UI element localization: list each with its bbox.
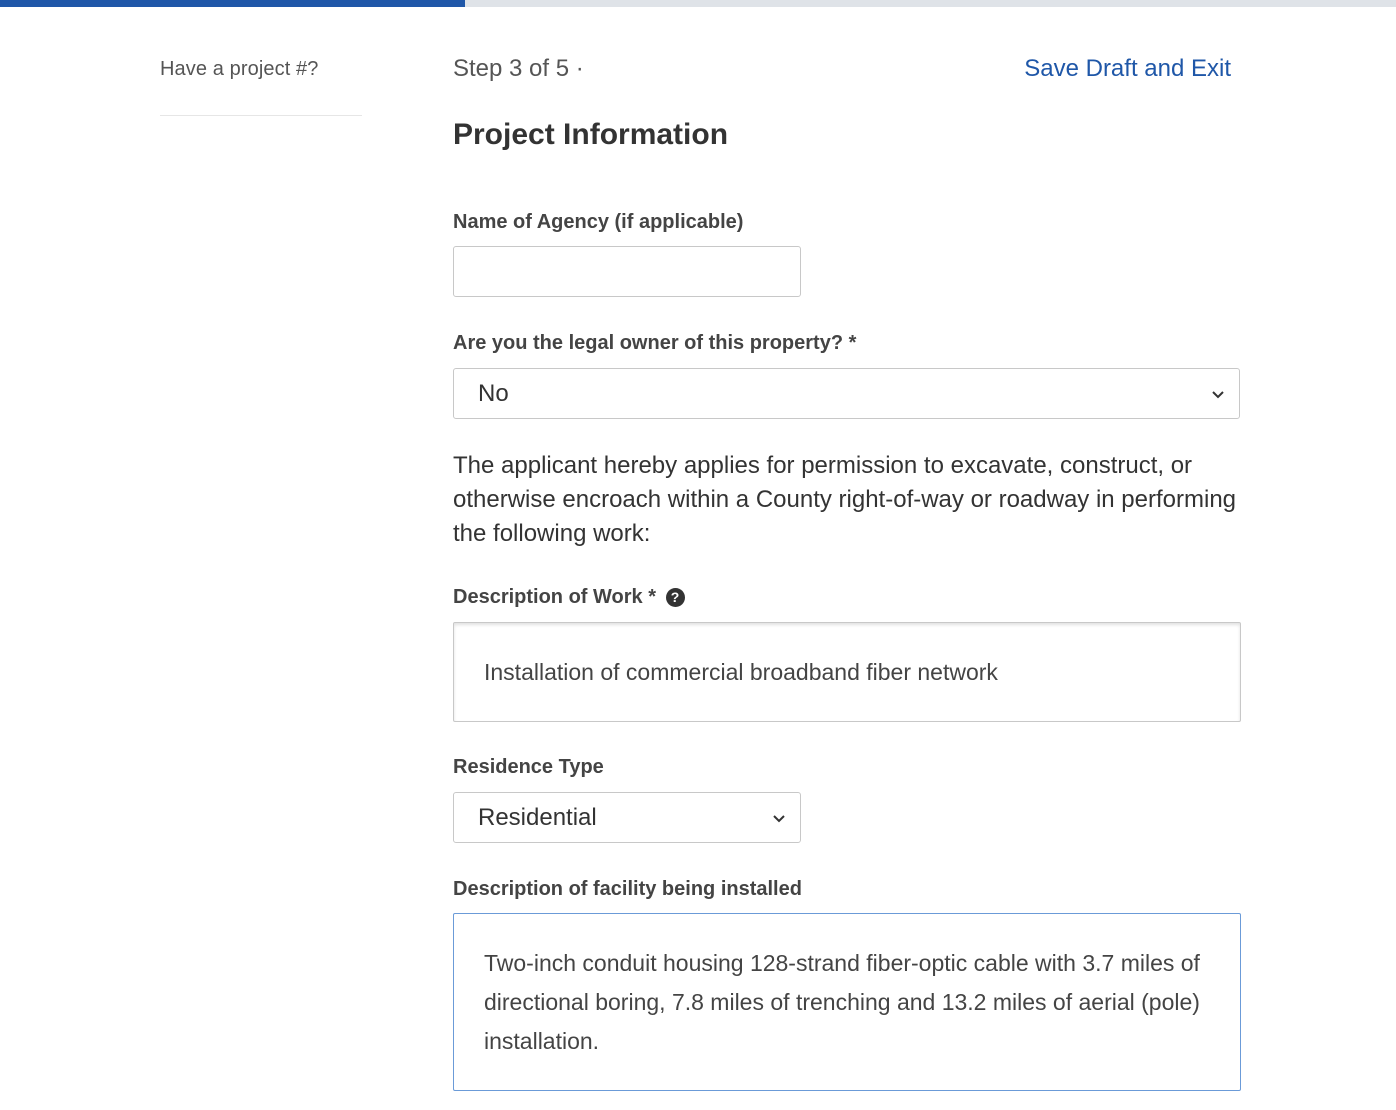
residence-type-label: Residence Type xyxy=(453,756,604,778)
work-description-label-text: Description of Work * xyxy=(453,586,656,608)
residence-type-select[interactable] xyxy=(453,792,801,843)
step-indicator: Step 3 of 5 · xyxy=(453,55,584,82)
work-description-value: Installation of commercial broadband fiber network xyxy=(484,658,998,685)
page-title: Project Information xyxy=(453,118,729,151)
facility-description-value: Two-inch conduit housing 128-strand fiber-optic cable with 3.7 miles of directional boring, 7.8 miles of trenching and 13.2 miles of aerial (pole) installation. xyxy=(484,950,1200,1054)
save-draft-exit-link[interactable]: Save Draft and Exit xyxy=(1024,55,1231,82)
facility-description-label: Description of facility being installed xyxy=(453,878,802,900)
progress-bar xyxy=(0,0,1396,7)
legal-owner-select[interactable] xyxy=(453,368,1240,419)
legal-owner-selected-value: No xyxy=(478,379,509,407)
agency-label: Name of Agency (if applicable) xyxy=(453,211,744,233)
work-description-textarea[interactable] xyxy=(453,622,1241,722)
have-project-number-link[interactable]: Have a project #? xyxy=(160,58,319,80)
agency-input[interactable] xyxy=(453,246,801,297)
residence-type-selected-value: Residential xyxy=(478,803,597,831)
sidebar-divider xyxy=(160,115,362,116)
work-description-label xyxy=(453,586,685,609)
chevron-down-icon xyxy=(1211,387,1225,401)
chevron-down-icon xyxy=(772,811,786,825)
question-circle-icon[interactable]: ? xyxy=(666,588,685,607)
progress-bar-fill xyxy=(0,0,465,7)
facility-description-textarea[interactable] xyxy=(453,913,1241,1091)
legal-owner-label: Are you the legal owner of this property? * xyxy=(453,332,857,354)
intro-paragraph: The applicant hereby applies for permission to excavate, construct, or otherwise encroach within a County right-of-way or roadway in performing the following work: xyxy=(453,452,1237,547)
